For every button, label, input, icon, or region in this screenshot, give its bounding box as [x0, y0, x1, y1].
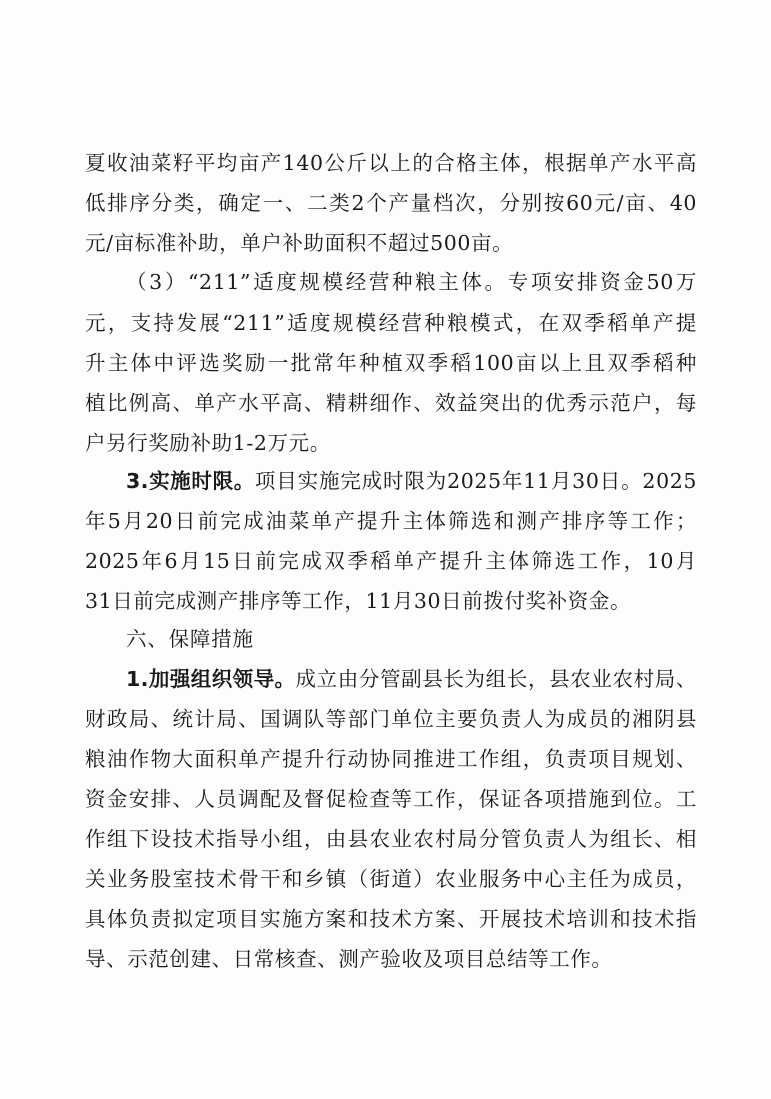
text-line: 年5月20日前完成油菜单产提升主体筛选和测产排序等工作； — [85, 509, 697, 533]
paragraph-first-line — [126, 664, 697, 694]
text-line: 导、示范创建、日常核查、测产验收及项目总结等工作。 — [85, 947, 613, 971]
text-line: 关业务股室技术骨干和乡镇（街道）农业服务中心主任为成员， — [85, 867, 697, 891]
text-line: 财政局、统计局、国调队等部门单位主要负责人为成员的湘阴县 — [85, 707, 697, 731]
paragraph-label: 3.实施时限。 — [126, 469, 255, 493]
text-line: 作组下设技术指导小组，由县农业农村局分管负责人为组长、相 — [85, 827, 697, 851]
text-line: 低排序分类，确定一、二类2个产量档次，分别按60元/亩、40 — [85, 191, 697, 215]
text-span: 成立由分管副县长为组长，县农业农村局、 — [295, 667, 698, 691]
text-line: 资金安排、人员调配及督促检查等工作，保证各项措施到位。工 — [85, 787, 697, 811]
text-line: 户另行奖励补助1-2万元。 — [85, 431, 331, 455]
text-line: 元，支持发展“211”适度规模经营种粮模式，在双季稻单产提 — [85, 311, 697, 335]
paragraph-first-line — [126, 466, 697, 496]
paragraph-label: 1.加强组织领导。 — [126, 667, 296, 691]
text-span: 项目实施完成时限为2025年11月30日。2025 — [254, 469, 697, 493]
text-line: （3）“211”适度规模经营种粮主体。专项安排资金50万 — [126, 270, 697, 294]
section-heading: 六、保障措施 — [126, 627, 254, 651]
text-line: 2025年6月15日前完成双季稻单产提升主体筛选工作，10月 — [85, 549, 697, 573]
text-line: 元/亩标准补助，单户补助面积不超过500亩。 — [85, 231, 514, 255]
text-line: 升主体中评选奖励一批常年种植双季稻100亩以上且双季稻种 — [85, 351, 697, 375]
text-line: 夏收油菜籽平均亩产140公斤以上的合格主体，根据单产水平高 — [85, 151, 697, 175]
text-line: 具体负责拟定项目实施方案和技术方案、开展技术培训和技术指 — [85, 907, 697, 931]
text-line: 31日前完成测产排序等工作，11月30日前拨付奖补资金。 — [85, 589, 632, 613]
text-line: 粮油作物大面积单产提升行动协同推进工作组，负责项目规划、 — [85, 747, 697, 771]
text-line: 植比例高、单产水平高、精耕细作、效益突出的优秀示范户，每 — [85, 391, 697, 415]
